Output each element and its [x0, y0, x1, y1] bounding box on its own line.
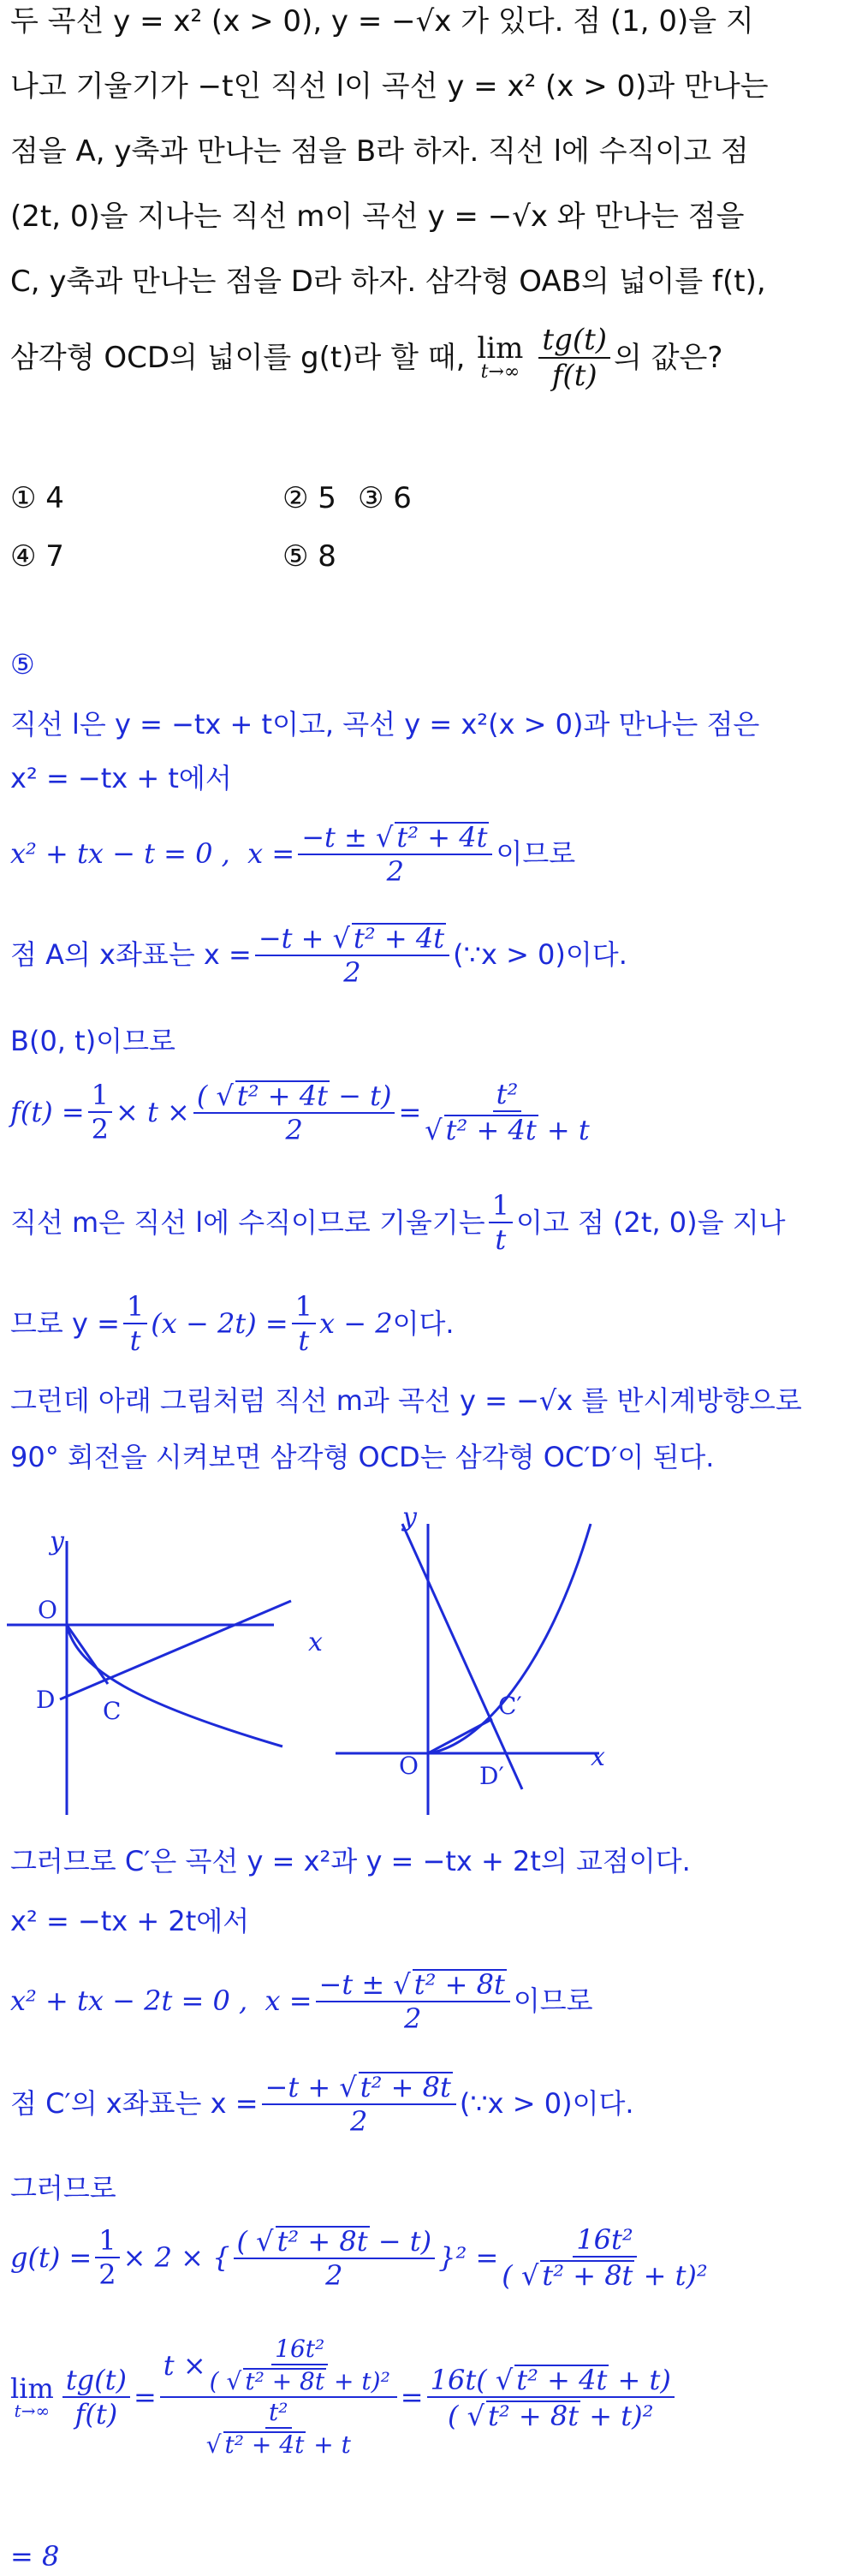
right-line [402, 1524, 522, 1789]
solution-line-14: 점 C′의 x좌표는 x = $\frac{\text{−t + √ t² + 8t}}{2}$ (∵x > 0)이다. [10, 2071, 634, 2138]
choice-3[interactable]: ③ 6 [358, 481, 412, 515]
solution-line-11: 그러므로 C′은 곡선 y = x²과 y = −tx + 2t의 교점이다. [10, 1845, 691, 1877]
solution-line-7: 직선 m은 직선 l에 수직이므로 기울기는 $\frac{1}{t}$ 이고 점 (2t, 0)을 지나 [10, 1189, 786, 1256]
question-line-3: 점을 A, y축과 만나는 점을 B라 하자. 직선 l에 수직이고 점 [10, 134, 749, 169]
solution-line-7-b: 이고 점 (2t, 0)을 지나 [515, 1206, 786, 1239]
left-segment-oc [67, 1625, 108, 1684]
solution-line-14-suffix: (∵x > 0)이다. [459, 2087, 634, 2120]
solution-line-15: 그러므로 [10, 2172, 116, 2204]
right-d-label: D′ [479, 1762, 504, 1790]
question-line-1: 두 곡선 y = x² (x > 0), y = −√x 가 있다. 점 (1, 0)을 지 [10, 4, 754, 39]
solution-answer: ⑤ [10, 648, 35, 681]
solution-line-12: x² = −tx + 2t에서 [10, 1905, 250, 1937]
figure-right [336, 1524, 599, 1815]
right-c-label: C′ [498, 1692, 522, 1720]
limit-fraction: $\frac{tg(t)}{f(t)}$ [538, 325, 610, 390]
question-line-6 [10, 323, 723, 393]
choice-4[interactable]: ④ 7 [10, 539, 64, 574]
solution-line-4-suffix: (∵x > 0)이다. [453, 938, 627, 971]
solution-line-17: lim t→∞ $\frac{tg(t)}{f(t)}$ = t × $\frac{\text{16t²}}{\text{( √ t² + 8t + t)²}}$ $\frac{\text{t²}}{\text{√ t² + 4t + t}}$ = $\frac{\text{16t( √ t² + 4t + t)}}{\text{( √ t² + 8t + t)²}}$ [10, 2337, 678, 2457]
solution-line-4: 점 A의 x좌표는 x = $\frac{\text{−t + √ t² + 4t}}{2}$ (∵x > 0)이다. [10, 922, 627, 989]
rotation-figures [0, 1490, 850, 1832]
solution-final: = 8 [10, 2540, 60, 2573]
solution-line-1: 직선 l은 y = −tx + t이고, 곡선 y = x²(x > 0)과 만나는 점은 [10, 708, 760, 741]
solution-line-14-prefix: 점 C′의 x좌표는 x = [10, 2087, 259, 2120]
left-o-label: O [38, 1596, 57, 1624]
question-line-6-text: 삼각형 OCD의 넓이를 g(t)라 할 때, [10, 341, 466, 375]
solution-line-2: x² = −tx + t에서 [10, 762, 232, 794]
right-x-label: x [591, 1742, 605, 1772]
solution-line-5: B(0, t)이므로 [10, 1025, 175, 1057]
solution-line-3-suffix: 이므로 [496, 837, 576, 870]
question-line-6-end: 의 값은? [614, 341, 723, 375]
right-y-label: y [402, 1502, 417, 1532]
solution-line-13: x² + tx − 2t = 0 , x = $\frac{\text{−t ± √ t² + 8t}}{2}$ 이므로 [10, 1968, 593, 2035]
solution-line-7-a: 직선 m은 직선 l에 수직이므로 기울기는 [10, 1206, 485, 1239]
question-line-2: 나고 기울기가 −t인 직선 l이 곡선 y = x² (x > 0)과 만나는 [10, 69, 769, 104]
solution-line-9: 그런데 아래 그림처럼 직선 m과 곡선 y = −√x 를 반시계방향으로 [10, 1384, 802, 1417]
figure-left [7, 1541, 291, 1815]
question-line-4: (2t, 0)을 지나는 직선 m이 곡선 y = −√x 와 만나는 점을 [10, 199, 745, 234]
limit-expression: lim t→∞ [477, 331, 524, 383]
solution-line-4-prefix: 점 A의 x좌표는 x = [10, 938, 252, 971]
solution-line-13-suffix: 이므로 [513, 1984, 593, 2017]
left-c-label: C [103, 1697, 122, 1725]
solution-line-8: 므로 y = $\frac{1}{t}$ (x − 2t) = $\frac{1}{t}$ x − 2 이다. [10, 1290, 455, 1357]
solution-line-6: f(t) = $\frac{1}{2}$ × t × $\frac{\text{( √ t² + 4t − t)}}{2}$ = $\frac{\text{t²}}{\text{√ t² + 4t + t}}$ [10, 1078, 590, 1146]
left-x-label: x [308, 1627, 323, 1657]
choice-5[interactable]: ⑤ 8 [282, 539, 336, 574]
left-y-label: y [50, 1526, 64, 1556]
right-o-label: O [399, 1752, 419, 1780]
solution-line-3: x² + tx − t = 0 , x = $\frac{\text{−t ± √ t² + 4t}}{2}$ 이므로 [10, 821, 576, 888]
left-d-label: D [36, 1686, 56, 1714]
solution-line-16: g(t) = $\frac{1}{2}$ × 2 × { $\frac{\text{( √ t² + 8t − t)}}{2}$ }² = $\frac{\text{16t²}}{\text{( √ t² + 8t + t)²}}$ [10, 2223, 708, 2292]
left-curve [67, 1625, 282, 1746]
right-segment-oc [428, 1719, 492, 1753]
question-line-5: C, y축과 만나는 점을 D라 하자. 삼각형 OAB의 넓이를 f(t), [10, 265, 766, 299]
solution-line-8-a: 므로 y = [10, 1307, 120, 1340]
solution-line-8-b: 이다. [392, 1307, 455, 1340]
left-line-m [60, 1601, 291, 1699]
choice-1[interactable]: ① 4 [10, 481, 64, 515]
choice-2[interactable]: ② 5 [282, 481, 336, 515]
solution-line-10: 90° 회전을 시켜보면 삼각형 OCD는 삼각형 OC′D′이 된다. [10, 1441, 715, 1473]
